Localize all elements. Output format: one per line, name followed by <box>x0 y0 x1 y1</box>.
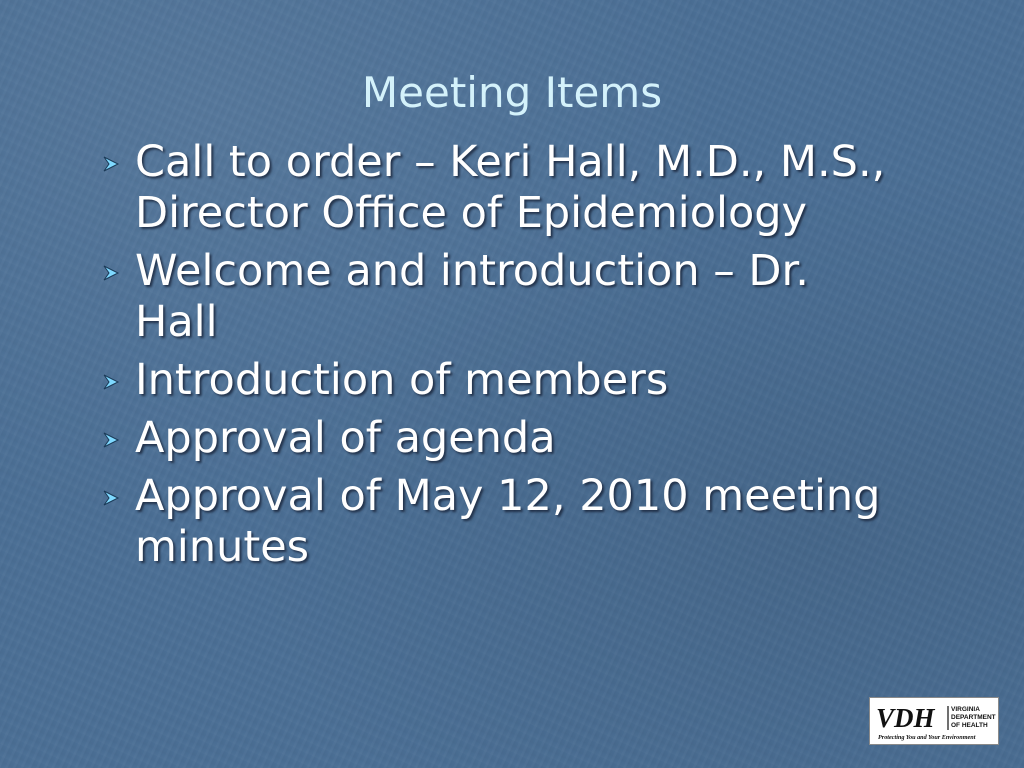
chevron-right-icon <box>102 431 120 449</box>
logo-line3: OF HEALTH <box>951 722 988 729</box>
vdh-logo <box>869 697 999 745</box>
bullet-item <box>98 471 978 573</box>
bullet-text: Call to order – Keri Hall, M.D., M.S., Director Office of Epidemiology <box>135 137 886 238</box>
logo-tagline: Protecting You and Your Environment <box>878 734 976 741</box>
chevron-right-icon <box>102 155 120 173</box>
bullet-item <box>98 137 978 239</box>
logo-mark-text: VDH <box>876 703 935 733</box>
bullet-text: Welcome and introduction – Dr. Hall <box>135 246 809 347</box>
bullet-text: Approval of agenda <box>135 413 556 463</box>
bullet-list <box>98 137 978 580</box>
logo-line1: VIRGINIA <box>951 706 980 713</box>
logo-line2: DEPARTMENT <box>951 714 996 721</box>
chevron-right-icon <box>102 373 120 391</box>
bullet-text: Introduction of members <box>135 355 669 405</box>
bullet-text: Approval of May 12, 2010 meeting minutes <box>135 471 881 572</box>
bullet-item <box>98 355 978 406</box>
chevron-right-icon <box>102 264 120 282</box>
slide-title: Meeting Items <box>361 68 663 117</box>
vdh-logo-mark <box>870 698 998 744</box>
bullet-item <box>98 413 978 464</box>
chevron-right-icon <box>102 489 120 507</box>
bullet-item <box>98 246 978 348</box>
